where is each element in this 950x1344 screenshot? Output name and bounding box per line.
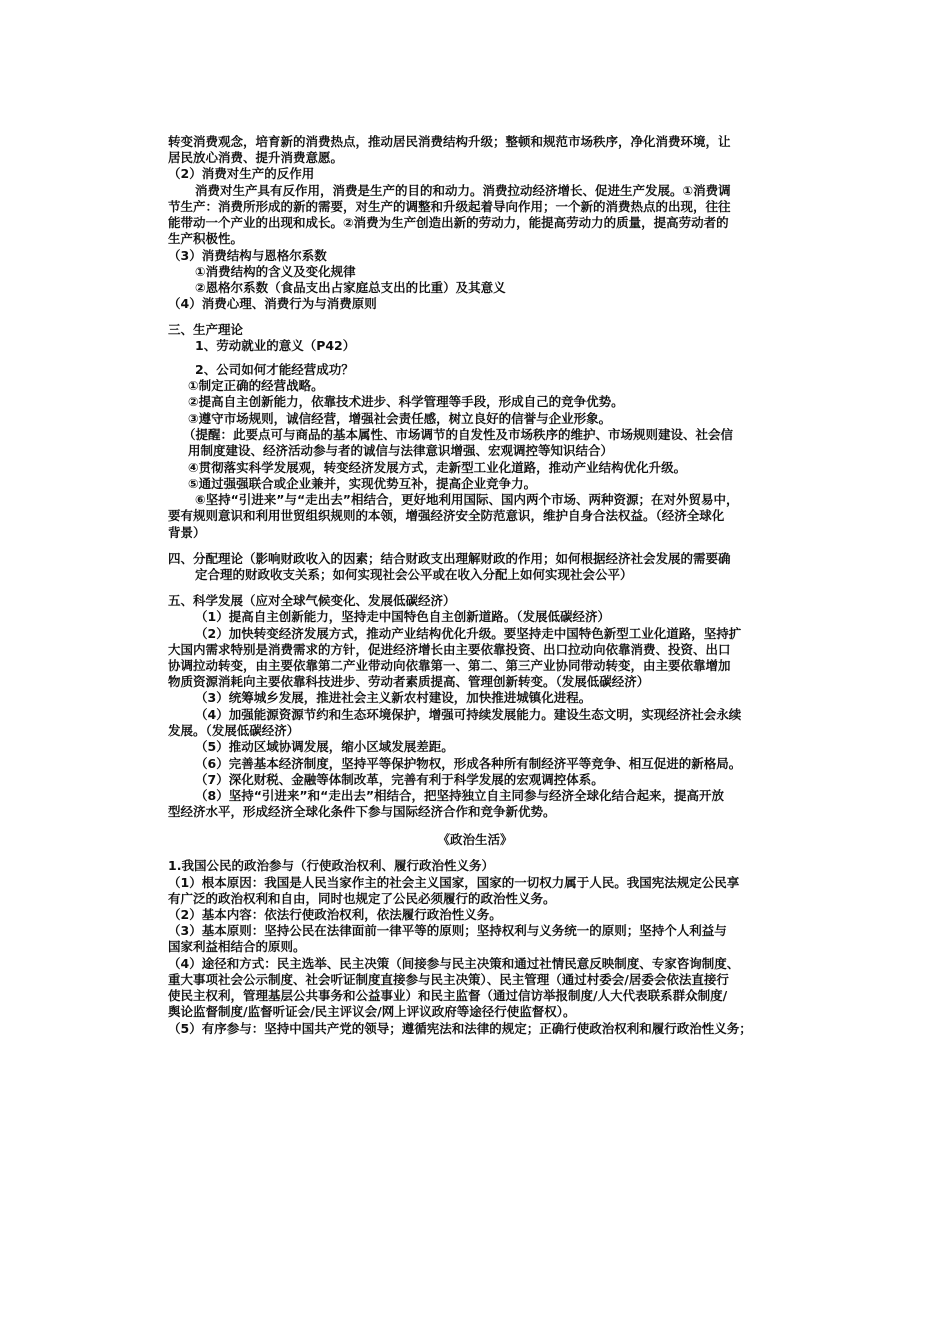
text-line: 重大事项社会公示制度、社会听证制度直接参与民主决策）、民主管理（通过村委会/居委会依法直接行	[168, 972, 729, 987]
text-line: （4）途径和方式：民主选举、民主决策（间接参与民主决策和通过社情民意反映制度、专家咨询制度、	[168, 956, 740, 971]
text-line: 要有规则意识和利用世贸组织规则的本领，增强经济安全防范意识，维护自身合法权益。（经济全球化	[168, 508, 725, 523]
text-line: （1）根本原因：我国是人民当家作主的社会主义国家，国家的一切权力属于人民。我国宪法规定公民享	[168, 875, 740, 890]
text-line: 舆论监督制度/监督听证会/民主评议会/网上评议政府等途径行使监督权）。	[168, 1004, 576, 1019]
section-heading: （2）消费对生产的反作用	[168, 166, 315, 181]
text-line: （2）基本内容：依法行使政治权利，依法履行政治性义务。	[168, 907, 502, 922]
chapter-heading: 三、生产理论	[168, 322, 244, 337]
text-line: 节生产：消费所形成的新的需要，对生产的调整和升级起着导向作用；一个新的消费热点的出现，往往	[168, 199, 731, 214]
text-line: 大国内需求特别是消费需求的方针，促进经济增长由主要依靠投资、出口拉动向依靠消费、投资、出口	[168, 642, 731, 657]
text-line: （3）基本原则：坚持公民在法律面前一律平等的原则；坚持权利与义务统一的原则；坚持个人利益与	[168, 923, 727, 938]
text-line: 型经济水平，形成经济全球化条件下参与国际经济合作和竞争新优势。	[168, 804, 556, 819]
text-line: 背景）	[168, 525, 206, 540]
text-line: 居民放心消费、提升消费意愿。	[168, 150, 344, 165]
section-heading: （4）消费心理、消费行为与消费原则	[168, 296, 377, 311]
text-line: 用制度建设、经济活动参与者的诚信与法律意识增强、宏观调控等知识结合）	[188, 443, 614, 458]
text-line: 消费对生产具有反作用，消费是生产的目的和动力。消费拉动经济增长、促进生产发展。①消费调	[195, 183, 731, 198]
text-line: 定合理的财政收支关系；如何实现社会公平或在收入分配上如何实现社会公平）	[195, 567, 633, 582]
chapter-heading: 四、分配理论（影响财政收入的因素；结合财政支出理解财政的作用；如何根据经济社会发展的需要确	[168, 551, 731, 566]
chapter-heading: 五、科学发展（应对全球气候变化、发展低碳经济）	[168, 593, 456, 608]
text-line: （8）坚持“引进来”和“走出去”相结合，把坚持独立自主同参与经济全球化结合起来，提高开放	[195, 788, 725, 803]
text-line: 转变消费观念，培育新的消费热点，推动居民消费结构升级；整顿和规范市场秩序，净化消费环境，让	[168, 134, 731, 149]
text-line: 生产积极性。	[168, 231, 244, 246]
text-line: 物质资源消耗向主要依靠科技进步、劳动者素质提高、管理创新转变。（发展低碳经济）	[168, 674, 650, 689]
text-line: 有广泛的政治权利和自由，同时也规定了公民必须履行的政治性义务。	[168, 891, 556, 906]
text-line: （5）有序参与：坚持中国共产党的领导；遵循宪法和法律的规定；正确行使政治权利和履行政治性义务；	[168, 1021, 752, 1036]
text-line: ②恩格尔系数（食品支出占家庭总支出的比重）及其意义	[195, 280, 506, 295]
text-line: ②提高自主创新能力，依靠技术进步、科学管理等手段，形成自己的竞争优势。	[188, 394, 624, 409]
section-heading: （3）消费结构与恩格尔系数	[168, 248, 327, 263]
text-line: （4）加强能源资源节约和生态环境保护，增强可持续发展能力。建设生态文明，实现经济社会永续	[195, 707, 742, 722]
section-heading: 1.我国公民的政治参与（行使政治权利、履行政治性义务）	[168, 858, 494, 873]
text-line: ⑤通过强强联合或企业兼并，实现优势互补，提高企业竞争力。	[188, 476, 537, 491]
text-line: 使民主权利，管理基层公共事务和公益事业）和民主监督（通过信访举报制度/人大代表联系群众制度/	[168, 988, 728, 1003]
text-line: 能带动一个产业的出现和成长。②消费为生产创造出新的劳动力，能提高劳动力的质量，提高劳动者的	[168, 215, 729, 230]
text-line: （3）统筹城乡发展，推进社会主义新农村建设，加快推进城镇化进程。	[195, 690, 592, 705]
text-line: ①消费结构的含义及变化规律	[195, 264, 356, 279]
text-line: （5）推动区域协调发展，缩小区域发展差距。	[195, 739, 454, 754]
text-line: ③遵守市场规则，诚信经营，增强社会责任感，树立良好的信誉与企业形象。	[188, 411, 612, 426]
text-line: 2、公司如何才能经营成功？	[195, 362, 354, 377]
text-line: ①制定正确的经营战略。	[188, 378, 324, 393]
text-line: （2）加快转变经济发展方式，推动产业结构优化升级。要坚持走中国特色新型工业化道路，坚持扩	[195, 626, 742, 641]
text-line: （提醒：此要点可与商品的基本属性、市场调节的自发性及市场秩序的维护、市场规则建设、社会信	[183, 427, 734, 442]
part-title: 《政治生活》	[437, 832, 513, 847]
text-line: （6）完善基本经济制度，坚持平等保护物权，形成各种所有制经济平等竞争、相互促进的新格局。	[195, 756, 742, 771]
text-line: 1、劳动就业的意义（P42）	[195, 338, 356, 353]
text-line: （1）提高自主创新能力，坚持走中国特色自主创新道路。（发展低碳经济）	[195, 609, 610, 624]
text-line: 协调拉动转变，由主要依靠第二产业带动向依靠第一、第二、第三产业协同带动转变，由主要依靠增加	[168, 658, 731, 673]
text-line: ④贯彻落实科学发展观，转变经济发展方式，走新型工业化道路，推动产业结构优化升级。	[188, 460, 687, 475]
text-line: （7）深化财税、金融等体制改革，完善有利于科学发展的宏观调控体系。	[195, 772, 604, 787]
text-line: 发展。（发展低碳经济）	[168, 723, 300, 738]
text-line: ⑥坚持“引进来”与“走出去”相结合，更好地利用国际、国内两个市场、两种资源；在对外贸易中，	[195, 492, 739, 507]
text-line: 国家利益相结合的原则。	[168, 939, 306, 954]
